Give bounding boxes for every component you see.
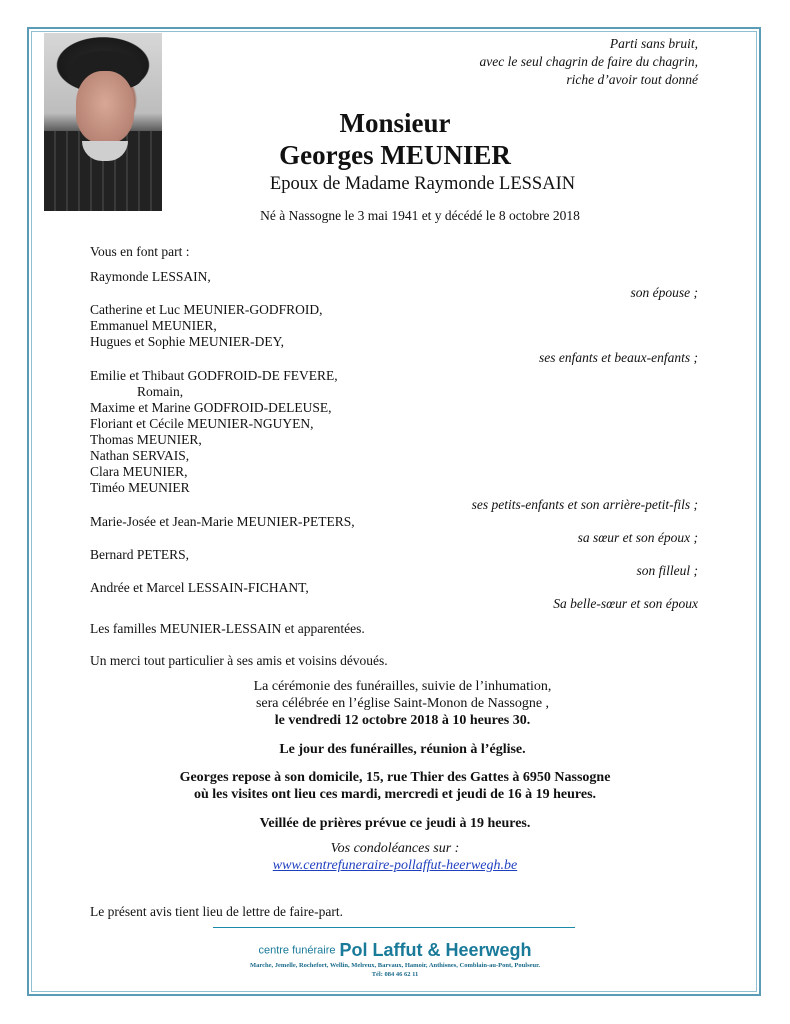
- birth-death-line: Né à Nassogne le 3 mai 1941 et y décédé le 8 octobre 2018: [260, 208, 580, 223]
- ceremony-line-1: La cérémonie des funérailles, suivie de l’inhumation,: [253, 679, 552, 694]
- family-name: Andrée et Marcel LESSAIN-FICHANT,: [90, 580, 309, 595]
- vigil-line: Veillée de prières prévue ce jeudi à 19 heures.: [259, 816, 531, 831]
- condolences-label: Vos condoléances sur :: [330, 841, 460, 856]
- family-name: Thomas MEUNIER,: [90, 432, 202, 447]
- phone-number: Tél: 084 46 62 11: [371, 971, 419, 978]
- intro-text: Vous en font part :: [90, 244, 190, 259]
- family-name: Catherine et Luc MEUNIER-GODFROID,: [90, 302, 323, 317]
- logo-small-text: centre funéraire: [258, 944, 336, 957]
- logo-big-text: Pol Laffut & Heerwegh: [339, 940, 532, 960]
- family-name: Timéo MEUNIER: [90, 480, 190, 495]
- family-name: Nathan SERVAIS,: [90, 448, 190, 463]
- relation-label: sa sœur et son époux ;: [577, 530, 698, 545]
- rest-line-2: où les visites ont lieu ces mardi, mercredi et jeudi de 16 à 19 heures.: [193, 787, 597, 802]
- families-line: Les familles MEUNIER-LESSAIN et apparentées.: [90, 621, 365, 636]
- poem-line-3: riche d’avoir tout donné: [566, 72, 698, 87]
- ceremony-line-2: sera célébrée en l’église Saint-Monon de Nassogne ,: [255, 696, 550, 711]
- family-name: Bernard PETERS,: [90, 547, 189, 562]
- logo-divider: [213, 927, 575, 928]
- rest-line-1: Georges repose à son domicile, 15, rue Thier des Gattes à 6950 Nassogne: [179, 770, 611, 785]
- relation-label: Sa belle-sœur et son époux: [553, 596, 698, 611]
- logo-towns: [0, 961, 790, 979]
- family-name: Maxime et Marine GODFROID-DELEUSE,: [90, 400, 332, 415]
- relation-label: son épouse ;: [630, 285, 698, 300]
- thanks-line: Un merci tout particulier à ses amis et voisins dévoués.: [90, 653, 388, 668]
- poem: [480, 35, 698, 89]
- family-name: Romain,: [137, 384, 184, 399]
- family-name: Emilie et Thibaut GODFROID-DE FEVERE,: [90, 368, 338, 383]
- honorific: Monsieur: [339, 108, 451, 138]
- website-link[interactable]: www.centrefuneraire-pollaffut-heerwegh.be: [272, 858, 518, 873]
- towns-list: Marche, Jemelle, Rochefort, Wellin, Melreux, Barvaux, Hamoir, Anthisnes, Comblain-au-Pont, Poulseur.: [249, 962, 541, 969]
- spouse-line: Epoux de Madame Raymonde LESSAIN: [269, 174, 576, 194]
- deceased-name: Georges MEUNIER: [279, 140, 511, 170]
- poem-line-1: Parti sans bruit,: [609, 36, 698, 51]
- relation-label: ses petits-enfants et son arrière-petit-fils ;: [471, 497, 698, 512]
- family-name: Emmanuel MEUNIER,: [90, 318, 217, 333]
- family-name: Marie-Josée et Jean-Marie MEUNIER-PETERS,: [90, 514, 355, 529]
- family-name: Hugues et Sophie MEUNIER-DEY,: [90, 334, 284, 349]
- relation-label: son filleul ;: [636, 563, 698, 578]
- notice-line: Le présent avis tient lieu de lettre de faire-part.: [90, 904, 344, 919]
- ceremony-date: le vendredi 12 octobre 2018 à 10 heures 30.: [274, 713, 531, 728]
- family-name: Floriant et Cécile MEUNIER-NGUYEN,: [90, 416, 314, 431]
- meeting-line: Le jour des funérailles, réunion à l’église.: [279, 742, 526, 757]
- relation-label: ses enfants et beaux-enfants ;: [539, 350, 698, 365]
- funeral-home-logo: [0, 940, 790, 961]
- family-name: Clara MEUNIER,: [90, 464, 188, 479]
- family-name: Raymonde LESSAIN,: [90, 269, 211, 284]
- poem-line-2: avec le seul chagrin de faire du chagrin,: [479, 54, 698, 69]
